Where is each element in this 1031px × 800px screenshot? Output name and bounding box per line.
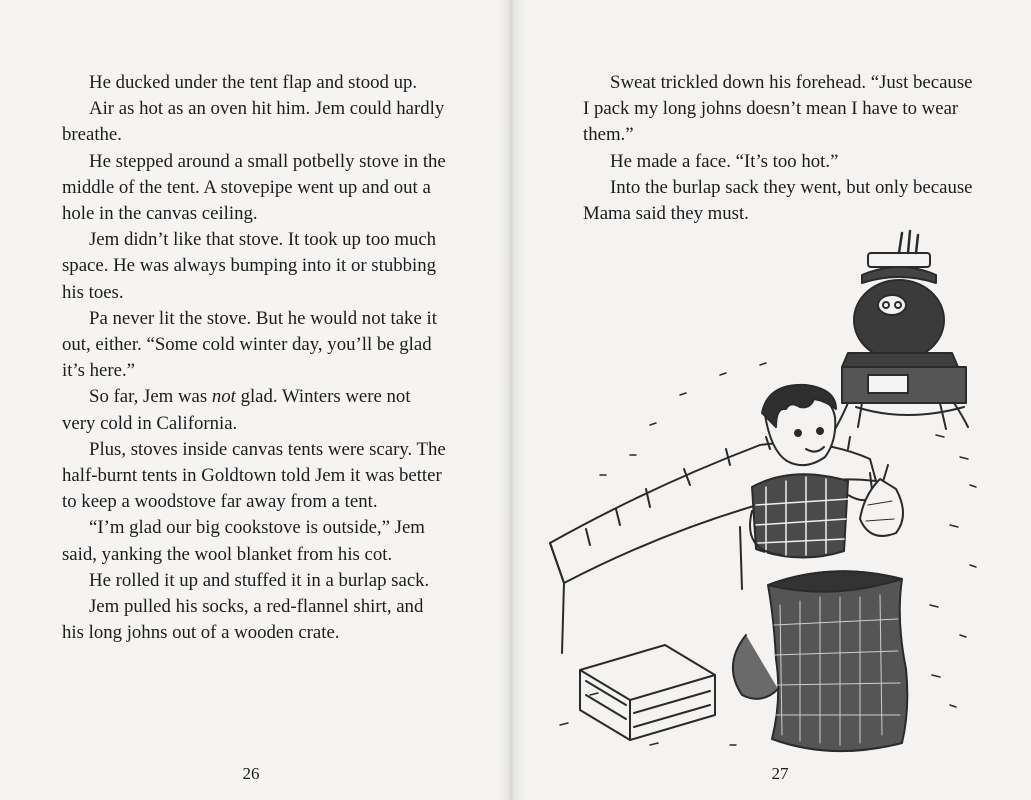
paragraph: Into the burlap sack they went, but only because Mama said they must. — [583, 176, 973, 225]
book-gutter — [496, 0, 526, 800]
page-number-left: 26 — [242, 764, 260, 783]
paragraph: “I’m glad our big cookstove is outside,” Jem said, yanking the wool blanket from his cot. — [62, 517, 425, 565]
wooden-crate-drawing — [580, 645, 715, 740]
paragraph: Jem pulled his socks, a red-flannel shirt, and his long johns out of a wooden crate. — [62, 596, 424, 644]
paragraph: Plus, stoves inside canvas tents were scary. The half-burnt tents in Goldtown told Jem it was better to keep a woodstove far away from a tent. — [62, 438, 446, 513]
illustration-boy-packing-sack — [530, 225, 1020, 755]
paragraph: Jem didn’t like that stove. It took up too much space. He was always bumping into it or stubbing his toes. — [62, 229, 437, 303]
paragraph — [62, 384, 447, 436]
paragraph: He rolled it up and stuffed it in a burlap sack. — [89, 569, 430, 591]
text-run: glad. Winters were not very cold in California. — [62, 386, 411, 434]
paragraph: He ducked under the tent flap and stood up. — [89, 72, 418, 93]
burlap-sack-drawing — [733, 571, 907, 751]
potbelly-stove-drawing — [834, 231, 968, 431]
paragraph: Sweat trickled down his forehead. “Just because I pack my long johns doesn’t mean I have to wear them.” — [583, 72, 973, 146]
text-run: So far, Jem was — [89, 386, 212, 408]
left-page-text — [62, 70, 447, 646]
paragraph: He made a face. “It’s too hot.” — [610, 150, 839, 172]
paragraph: He stepped around a small potbelly stove in the middle of the tent. A stovepipe went up and out a hole in the canvas ceiling. — [62, 150, 446, 225]
right-page-text — [583, 70, 973, 227]
paragraph: Pa never lit the stove. But he would not take it out, either. “Some cold winter day, you’ll be glad it’s here.” — [62, 307, 437, 382]
paragraph: Air as hot as an oven hit him. Jem could hardly breathe. — [62, 98, 445, 146]
emphasis-text: not — [211, 386, 236, 408]
page-number-right: 27 — [771, 764, 789, 783]
